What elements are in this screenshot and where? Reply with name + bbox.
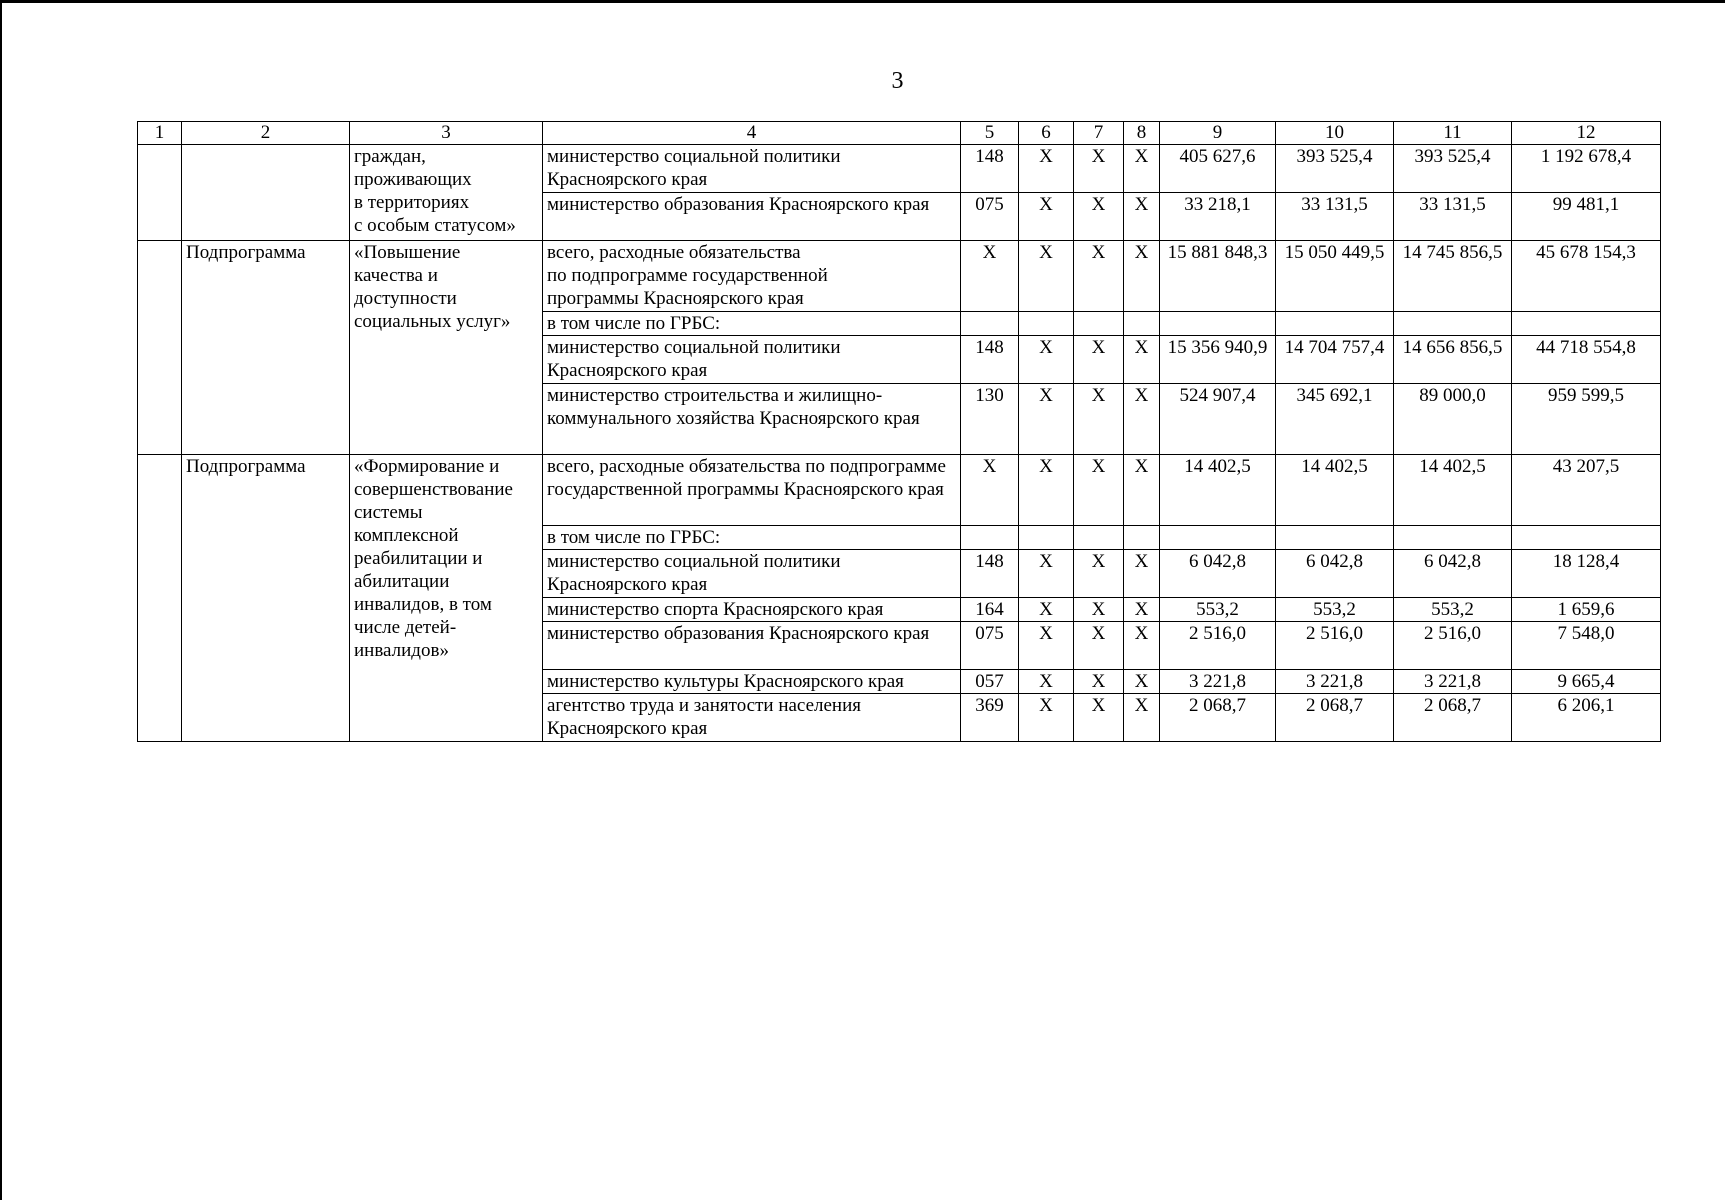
x-cell: X: [1074, 622, 1124, 670]
x-cell: X: [1074, 694, 1124, 742]
x-cell: X: [1019, 694, 1074, 742]
x-cell: X: [1019, 455, 1074, 526]
x-cell: X: [961, 455, 1019, 526]
total-amount-cell: 959 599,5: [1512, 384, 1661, 455]
header-row: [138, 122, 1661, 145]
program-name-line: реабилитации и: [354, 548, 483, 569]
grbs-name-cell: министерство строительства и жилищно-коммунального хозяйства Красноярского края: [543, 384, 961, 455]
empty-cell: [1276, 312, 1394, 336]
empty-cell: [961, 312, 1019, 336]
x-cell: X: [1124, 384, 1160, 455]
amount-cell: 33 218,1: [1160, 193, 1276, 241]
grbs-code-cell: 130: [961, 384, 1019, 455]
program-name-cell: [350, 455, 543, 742]
program-name-line: в территориях: [354, 192, 470, 213]
total-amount-cell: 99 481,1: [1512, 193, 1661, 241]
subprogram-type-cell: [182, 145, 350, 241]
empty-cell: [1512, 526, 1661, 550]
x-cell: X: [1019, 670, 1074, 694]
x-cell: X: [1074, 550, 1124, 598]
header-cell: 5: [961, 122, 1019, 145]
x-cell: X: [1019, 384, 1074, 455]
subprogram-type-cell: Подпрограмма: [182, 455, 350, 742]
amount-cell: 14 704 757,4: [1276, 336, 1394, 384]
total-description-line: программы Красноярского края: [547, 288, 804, 309]
table-row: [138, 455, 1661, 526]
empty-cell: [1019, 526, 1074, 550]
amount-cell: 3 221,8: [1276, 670, 1394, 694]
grbs-name-cell: министерство культуры Красноярского края: [543, 670, 961, 694]
amount-cell: 524 907,4: [1160, 384, 1276, 455]
program-name-line: проживающих: [354, 169, 472, 190]
x-cell: X: [1074, 145, 1124, 193]
x-cell: X: [1074, 193, 1124, 241]
empty-cell: [1124, 526, 1160, 550]
empty-cell: [1160, 526, 1276, 550]
grbs-name-cell: агентство труда и занятости населения Красноярского края: [543, 694, 961, 742]
x-cell: X: [1019, 622, 1074, 670]
amount-cell: 553,2: [1276, 598, 1394, 622]
grbs-label-cell: в том числе по ГРБС:: [543, 312, 961, 336]
empty-cell: [1124, 312, 1160, 336]
amount-cell: 2 068,7: [1160, 694, 1276, 742]
amount-cell: 14 745 856,5: [1394, 241, 1512, 312]
grbs-name-cell: министерство социальной политики Красноярского края: [543, 550, 961, 598]
amount-cell: 15 356 940,9: [1160, 336, 1276, 384]
grbs-name-cell: министерство образования Красноярского края: [543, 193, 961, 241]
x-cell: X: [1124, 193, 1160, 241]
amount-cell: 345 692,1: [1276, 384, 1394, 455]
program-name-line: абилитации: [354, 571, 450, 592]
program-name-line: «Формирование и: [354, 456, 500, 477]
program-name-line: комплексной: [354, 525, 459, 546]
amount-cell: 14 402,5: [1160, 455, 1276, 526]
program-name-line: системы: [354, 502, 423, 523]
empty-cell: [961, 526, 1019, 550]
grbs-name-cell: министерство образования Красноярского края: [543, 622, 961, 670]
grbs-name-cell: министерство социальной политики Красноярского края: [543, 336, 961, 384]
total-amount-cell: 44 718 554,8: [1512, 336, 1661, 384]
row-number-cell: [138, 241, 182, 455]
grbs-code-cell: 164: [961, 598, 1019, 622]
amount-cell: 89 000,0: [1394, 384, 1512, 455]
x-cell: X: [1074, 598, 1124, 622]
header-cell: 11: [1394, 122, 1512, 145]
table-row: [138, 241, 1661, 312]
total-amount-cell: 1 192 678,4: [1512, 145, 1661, 193]
x-cell: X: [1019, 598, 1074, 622]
page-number: 3: [891, 68, 904, 94]
scan-border-left: [0, 0, 2, 1200]
header-cell: 12: [1512, 122, 1661, 145]
total-description-line: всего, расходные обязательства: [547, 242, 801, 263]
total-description-line: по подпрограмме государственной: [547, 265, 828, 286]
subprogram-type-cell: Подпрограмма: [182, 241, 350, 455]
program-name-line: с особым статусом»: [354, 215, 516, 236]
x-cell: X: [1019, 193, 1074, 241]
amount-cell: 3 221,8: [1394, 670, 1512, 694]
x-cell: X: [1074, 384, 1124, 455]
x-cell: X: [1124, 694, 1160, 742]
grbs-name-cell: министерство социальной политики Красноярского края: [543, 145, 961, 193]
grbs-code-cell: 148: [961, 550, 1019, 598]
amount-cell: 14 402,5: [1276, 455, 1394, 526]
x-cell: X: [961, 241, 1019, 312]
row-number-cell: [138, 145, 182, 241]
header-cell: 6: [1019, 122, 1074, 145]
x-cell: X: [1124, 622, 1160, 670]
empty-cell: [1512, 312, 1661, 336]
header-cell: 8: [1124, 122, 1160, 145]
header-cell: 9: [1160, 122, 1276, 145]
x-cell: X: [1124, 550, 1160, 598]
amount-cell: 393 525,4: [1276, 145, 1394, 193]
grbs-code-cell: 075: [961, 622, 1019, 670]
empty-cell: [1394, 526, 1512, 550]
header-cell: 4: [543, 122, 961, 145]
grbs-code-cell: 075: [961, 193, 1019, 241]
x-cell: X: [1019, 550, 1074, 598]
amount-cell: 2 068,7: [1394, 694, 1512, 742]
program-name-cell: [350, 145, 543, 241]
total-amount-cell: 43 207,5: [1512, 455, 1661, 526]
grbs-code-cell: 369: [961, 694, 1019, 742]
total-description-cell: [543, 241, 961, 312]
grbs-name-cell: министерство спорта Красноярского края: [543, 598, 961, 622]
empty-cell: [1019, 312, 1074, 336]
empty-cell: [1394, 312, 1512, 336]
amount-cell: 15 881 848,3: [1160, 241, 1276, 312]
amount-cell: 553,2: [1394, 598, 1512, 622]
x-cell: X: [1074, 241, 1124, 312]
amount-cell: 2 516,0: [1394, 622, 1512, 670]
row-number-cell: [138, 455, 182, 742]
total-amount-cell: 9 665,4: [1512, 670, 1661, 694]
x-cell: X: [1124, 455, 1160, 526]
program-name-cell: [350, 241, 543, 455]
total-description-cell: всего, расходные обязательства по подпрограмме государственной программы Красноярского края: [543, 455, 961, 526]
x-cell: X: [1124, 336, 1160, 384]
empty-cell: [1160, 312, 1276, 336]
header-cell: 2: [182, 122, 350, 145]
amount-cell: 393 525,4: [1394, 145, 1512, 193]
table-row: [138, 145, 1661, 193]
program-name-line: граждан,: [354, 146, 426, 167]
amount-cell: 2 068,7: [1276, 694, 1394, 742]
x-cell: X: [1074, 670, 1124, 694]
amount-cell: 14 402,5: [1394, 455, 1512, 526]
amount-cell: 2 516,0: [1160, 622, 1276, 670]
program-name-line: социальных услуг»: [354, 311, 511, 332]
total-amount-cell: 6 206,1: [1512, 694, 1661, 742]
x-cell: X: [1019, 336, 1074, 384]
grbs-code-cell: 148: [961, 336, 1019, 384]
empty-cell: [1276, 526, 1394, 550]
header-cell: 10: [1276, 122, 1394, 145]
amount-cell: 14 656 856,5: [1394, 336, 1512, 384]
amount-cell: 6 042,8: [1276, 550, 1394, 598]
grbs-label-cell: в том числе по ГРБС:: [543, 526, 961, 550]
x-cell: X: [1074, 455, 1124, 526]
x-cell: X: [1124, 670, 1160, 694]
budget-table: [137, 121, 1661, 742]
header-cell: 3: [350, 122, 543, 145]
program-name-line: качества и: [354, 265, 438, 286]
x-cell: X: [1019, 241, 1074, 312]
grbs-code-cell: 148: [961, 145, 1019, 193]
empty-cell: [1074, 312, 1124, 336]
program-name-line: инвалидов»: [354, 640, 449, 661]
program-name-line: инвалидов, в том: [354, 594, 492, 615]
x-cell: X: [1019, 145, 1074, 193]
program-name-line: доступности: [354, 288, 457, 309]
total-amount-cell: 18 128,4: [1512, 550, 1661, 598]
amount-cell: 6 042,8: [1394, 550, 1512, 598]
empty-cell: [1074, 526, 1124, 550]
program-name-line: «Повышение: [354, 242, 461, 263]
scan-border-top: [0, 0, 1725, 3]
x-cell: X: [1124, 598, 1160, 622]
amount-cell: 15 050 449,5: [1276, 241, 1394, 312]
grbs-code-cell: 057: [961, 670, 1019, 694]
program-name-line: совершенствование: [354, 479, 513, 500]
x-cell: X: [1124, 145, 1160, 193]
amount-cell: 6 042,8: [1160, 550, 1276, 598]
x-cell: X: [1124, 241, 1160, 312]
total-amount-cell: 7 548,0: [1512, 622, 1661, 670]
total-amount-cell: 45 678 154,3: [1512, 241, 1661, 312]
amount-cell: 2 516,0: [1276, 622, 1394, 670]
amount-cell: 553,2: [1160, 598, 1276, 622]
header-cell: 1: [138, 122, 182, 145]
program-name-line: числе детей-: [354, 617, 457, 638]
total-amount-cell: 1 659,6: [1512, 598, 1661, 622]
x-cell: X: [1074, 336, 1124, 384]
amount-cell: 405 627,6: [1160, 145, 1276, 193]
amount-cell: 33 131,5: [1394, 193, 1512, 241]
amount-cell: 3 221,8: [1160, 670, 1276, 694]
header-cell: 7: [1074, 122, 1124, 145]
amount-cell: 33 131,5: [1276, 193, 1394, 241]
